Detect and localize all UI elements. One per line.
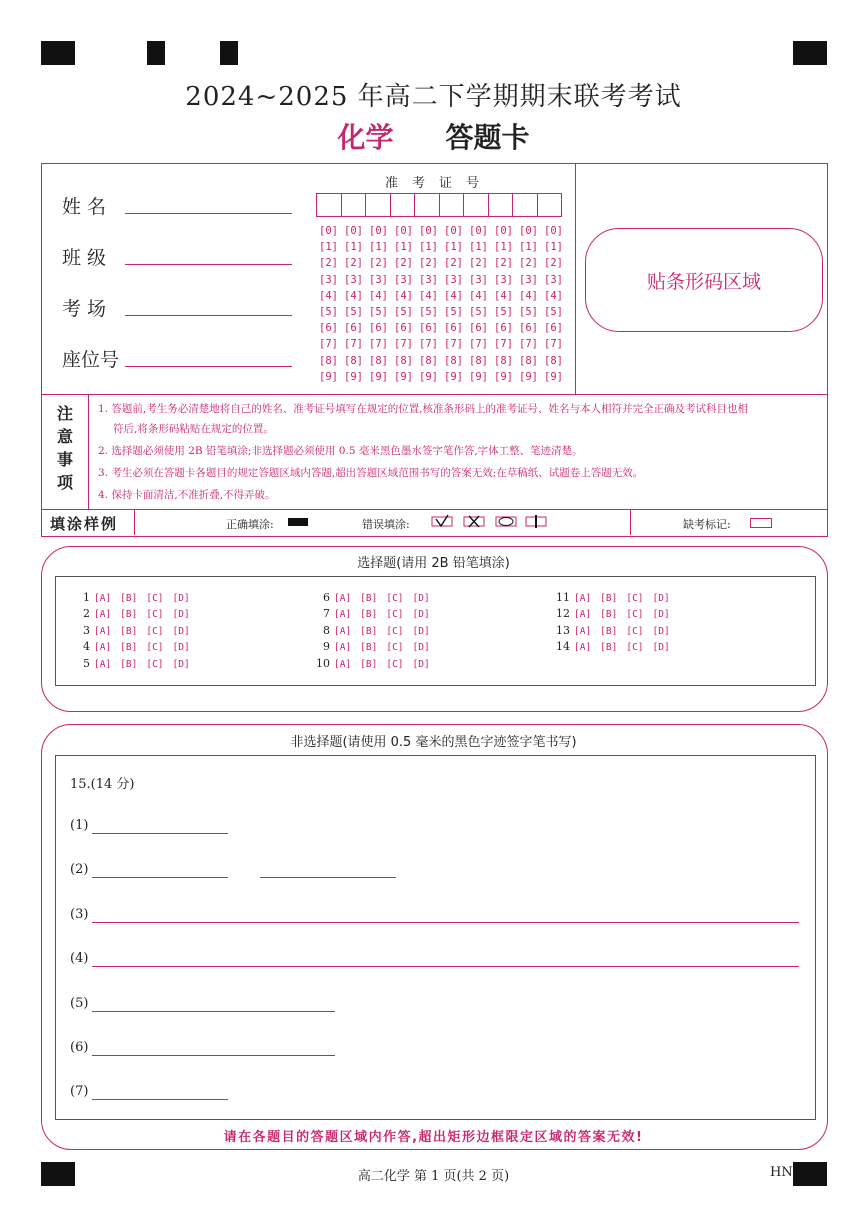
- digit-bubble[interactable]: [6]: [519, 322, 538, 335]
- answer-bubble[interactable]: [A]: [574, 625, 592, 637]
- choice-question-12: [552, 607, 679, 620]
- answer-bubble[interactable]: [D]: [652, 625, 670, 637]
- notice-heading-char: 意: [56, 427, 73, 446]
- answer-bubble[interactable]: [C]: [146, 593, 164, 604]
- fill-divider-2: [630, 509, 631, 535]
- absent-mark-box[interactable]: [750, 518, 772, 528]
- digit-bubble[interactable]: [0]: [319, 225, 338, 237]
- answer-bubble[interactable]: [D]: [412, 658, 430, 670]
- digit-bubble[interactable]: [6]: [544, 322, 563, 335]
- registration-mark-top-right: [793, 41, 827, 65]
- digit-bubble[interactable]: [4]: [319, 289, 338, 302]
- question-number: 14: [556, 640, 570, 654]
- answer-bubble[interactable]: [C]: [146, 609, 164, 621]
- digit-bubble[interactable]: [1]: [419, 241, 438, 254]
- answer-bubble[interactable]: [A]: [574, 609, 592, 621]
- digit-bubble[interactable]: [6]: [444, 322, 463, 335]
- question-number: 8: [323, 623, 330, 637]
- digit-bubble[interactable]: [8]: [494, 354, 513, 367]
- digit-bubble[interactable]: [6]: [419, 322, 438, 335]
- answer-bubble[interactable]: [A]: [94, 658, 112, 670]
- choice-question-2: [72, 607, 199, 620]
- barcode-area: [585, 228, 823, 332]
- digit-bubble[interactable]: [9]: [394, 370, 413, 383]
- digit-bubble[interactable]: [7]: [419, 338, 438, 351]
- name-label: 姓 名: [62, 196, 107, 218]
- digit-bubble[interactable]: [9]: [319, 370, 338, 383]
- digit-bubble[interactable]: [2]: [419, 257, 438, 270]
- answer-bubble[interactable]: [A]: [94, 609, 112, 621]
- digit-bubble[interactable]: [7]: [369, 338, 388, 351]
- answer-bubble[interactable]: [C]: [146, 642, 164, 654]
- digit-bubble[interactable]: [6]: [369, 322, 388, 335]
- answer-bubble[interactable]: [A]: [334, 609, 352, 621]
- registration-mark-top-2: [147, 41, 165, 65]
- question-number: 4: [83, 640, 90, 654]
- digit-bubble[interactable]: [2]: [394, 257, 413, 270]
- digit-bubble[interactable]: [8]: [519, 354, 538, 367]
- answer-bubble[interactable]: [C]: [386, 658, 404, 670]
- notice-item-1-cont: 符后,将条形码粘贴在规定的位置。: [113, 423, 274, 435]
- digit-bubble[interactable]: [2]: [344, 257, 363, 270]
- digit-bubble[interactable]: [4]: [394, 289, 413, 302]
- digit-bubble[interactable]: [2]: [319, 257, 338, 270]
- digit-bubble[interactable]: [5]: [344, 306, 363, 319]
- digit-bubble[interactable]: [2]: [494, 257, 513, 270]
- digit-bubble[interactable]: [0]: [494, 225, 513, 237]
- digit-bubble[interactable]: [2]: [469, 257, 488, 270]
- digit-row-9: [319, 369, 563, 385]
- question-number: 1: [83, 591, 90, 604]
- answer-bubble[interactable]: [B]: [360, 593, 378, 604]
- digit-bubble[interactable]: [5]: [469, 306, 488, 319]
- page-footer: 高二化学 第 1 页(共 2 页): [357, 1169, 510, 1184]
- name-input-line[interactable]: [125, 213, 292, 214]
- digit-bubble[interactable]: [4]: [469, 289, 488, 302]
- part-1-answer-line[interactable]: [92, 833, 228, 834]
- part-4-label: (4): [70, 951, 89, 966]
- notice-divider-v: [88, 394, 89, 509]
- part-7-answer-line[interactable]: [92, 1099, 228, 1100]
- digit-bubble[interactable]: [4]: [544, 289, 563, 302]
- answer-bubble[interactable]: [D]: [412, 642, 430, 654]
- digit-bubble[interactable]: [7]: [494, 338, 513, 351]
- digit-bubble[interactable]: [0]: [369, 225, 388, 237]
- digit-bubble[interactable]: [6]: [344, 322, 363, 335]
- choice-question-9: [312, 640, 439, 653]
- fill-example-label: 填涂样例: [50, 515, 119, 533]
- fill-divider-1: [134, 509, 135, 535]
- choice-question-10: [312, 657, 439, 670]
- info-divider-v1: [575, 163, 576, 394]
- exam-id-label: 准考证号: [384, 176, 493, 191]
- nonchoice-answer-box: [55, 755, 816, 1120]
- digit-bubble[interactable]: [1]: [394, 241, 413, 254]
- notice-heading: [52, 402, 78, 494]
- part-2-label: (2): [70, 862, 89, 877]
- digit-bubble[interactable]: [1]: [519, 241, 538, 254]
- digit-bubble[interactable]: [0]: [344, 225, 363, 237]
- digit-bubble[interactable]: [9]: [444, 370, 463, 383]
- region-code: HN: [770, 1165, 793, 1180]
- answer-bubble[interactable]: [A]: [574, 642, 592, 654]
- wrong-fill-label: 错误填涂:: [362, 518, 410, 531]
- digit-bubble[interactable]: [0]: [519, 225, 538, 237]
- digit-bubble[interactable]: [3]: [494, 273, 513, 286]
- answer-bubble[interactable]: [C]: [626, 642, 644, 654]
- notice-item-3: 3. 考生必须在答题卡各题目的规定答题区域内答题,超出答题区域范围书写的答案无效;在草稿纸、试题卷上答题无效。: [98, 467, 644, 479]
- question-number: 12: [556, 607, 570, 621]
- room-field: [62, 294, 124, 321]
- digit-bubble[interactable]: [5]: [519, 306, 538, 319]
- notice-heading-char: 注: [56, 404, 73, 423]
- digit-row-5: [319, 304, 563, 320]
- digit-bubble[interactable]: [7]: [344, 338, 363, 351]
- wrong-sample-cross: [469, 516, 479, 527]
- digit-bubble[interactable]: [5]: [419, 306, 438, 319]
- seat-field: [62, 345, 124, 372]
- question-number: 10: [316, 656, 330, 670]
- exam-id-bubble-grid[interactable]: [319, 223, 563, 385]
- part-3-answer-line[interactable]: [92, 922, 799, 923]
- answer-bubble[interactable]: [B]: [600, 642, 618, 654]
- exam-id-cells[interactable]: [316, 193, 562, 217]
- digit-bubble[interactable]: [2]: [444, 257, 463, 270]
- digit-row-6: [319, 320, 563, 336]
- answer-bubble[interactable]: [A]: [94, 593, 112, 604]
- exam-title: 2024~2025 年高二下学期期末联考考试: [185, 82, 682, 112]
- digit-bubble[interactable]: [3]: [469, 273, 488, 286]
- choice-question-11: [552, 591, 679, 604]
- digit-bubble[interactable]: [0]: [444, 225, 463, 237]
- digit-bubble[interactable]: [2]: [544, 257, 563, 270]
- digit-bubble[interactable]: [5]: [319, 306, 338, 319]
- barcode-label: 贴条形码区域: [646, 270, 761, 293]
- digit-bubble[interactable]: [3]: [394, 273, 413, 286]
- digit-bubble[interactable]: [7]: [469, 338, 488, 351]
- answer-bubble[interactable]: [B]: [360, 658, 378, 670]
- digit-bubble[interactable]: [7]: [394, 338, 413, 351]
- notice-item-1: 1. 答题前,考生务必清楚地将自己的姓名、准考证号填写在规定的位置,核准条形码上的准考证号、姓名与本人相符并完全正确及考试科目也相: [98, 403, 749, 415]
- answer-bubble[interactable]: [B]: [120, 625, 138, 637]
- digit-row-2: [319, 255, 563, 271]
- answer-bubble[interactable]: [A]: [94, 642, 112, 654]
- digit-bubble[interactable]: [7]: [544, 338, 563, 351]
- digit-bubble[interactable]: [9]: [344, 370, 363, 383]
- absent-mark-label: 缺考标记:: [683, 518, 731, 531]
- digit-bubble[interactable]: [8]: [344, 354, 363, 367]
- digit-bubble[interactable]: [3]: [544, 273, 563, 286]
- answer-bubble[interactable]: [A]: [94, 625, 112, 637]
- digit-bubble[interactable]: [8]: [469, 354, 488, 367]
- question-number: 11: [556, 591, 570, 604]
- answer-bubble[interactable]: [D]: [172, 642, 190, 654]
- digit-row-4: [319, 288, 563, 304]
- class-input-line[interactable]: [125, 264, 292, 265]
- answer-bubble[interactable]: [A]: [574, 593, 592, 604]
- part-2-answer-line-a[interactable]: [92, 877, 228, 878]
- digit-bubble[interactable]: [4]: [419, 289, 438, 302]
- digit-bubble[interactable]: [9]: [369, 370, 388, 383]
- digit-bubble[interactable]: [0]: [394, 225, 413, 237]
- choice-section-title: 选择题(请用 2B 铅笔填涂): [357, 556, 510, 571]
- digit-bubble[interactable]: [7]: [444, 338, 463, 351]
- answer-bubble[interactable]: [B]: [600, 625, 618, 637]
- digit-row-1: [319, 239, 563, 255]
- digit-bubble[interactable]: [2]: [369, 257, 388, 270]
- digit-row-7: [319, 336, 563, 352]
- answer-bubble[interactable]: [C]: [386, 642, 404, 654]
- name-field: [62, 192, 124, 219]
- digit-bubble[interactable]: [3]: [444, 273, 463, 286]
- choice-question-7: [312, 607, 439, 620]
- digit-bubble[interactable]: [1]: [444, 241, 463, 254]
- digit-bubble[interactable]: [1]: [544, 241, 563, 254]
- wrong-sample-circle: [499, 518, 513, 526]
- part-6-label: (6): [70, 1040, 89, 1055]
- digit-bubble[interactable]: [3]: [419, 273, 438, 286]
- digit-bubble[interactable]: [5]: [369, 306, 388, 319]
- digit-bubble[interactable]: [9]: [469, 370, 488, 383]
- answer-bubble[interactable]: [B]: [360, 642, 378, 654]
- answer-area-warning: 请在各题目的答题区域内作答,超出矩形边框限定区域的答案无效!: [223, 1130, 644, 1145]
- choice-question-3: [72, 624, 199, 637]
- subject-name: 化学: [337, 121, 394, 154]
- answer-bubble[interactable]: [C]: [146, 625, 164, 637]
- card-title: 答题卡: [445, 121, 530, 154]
- answer-bubble[interactable]: [D]: [412, 625, 430, 637]
- digit-bubble[interactable]: [0]: [544, 225, 563, 237]
- part-4-answer-line[interactable]: [92, 966, 799, 967]
- answer-bubble[interactable]: [D]: [172, 609, 190, 621]
- answer-bubble[interactable]: [D]: [652, 609, 670, 621]
- info-divider-h2: [41, 509, 827, 510]
- notice-heading-char: 事: [56, 450, 73, 469]
- part-5-answer-line[interactable]: [92, 1011, 335, 1012]
- answer-bubble[interactable]: [A]: [334, 625, 352, 637]
- question-number: 6: [323, 591, 330, 604]
- digit-bubble[interactable]: [4]: [444, 289, 463, 302]
- digit-bubble[interactable]: [4]: [369, 289, 388, 302]
- answer-bubble[interactable]: [D]: [412, 593, 430, 604]
- digit-bubble[interactable]: [9]: [494, 370, 513, 383]
- question-number: 9: [323, 640, 330, 654]
- answer-bubble[interactable]: [C]: [626, 593, 644, 604]
- answer-bubble[interactable]: [D]: [172, 658, 190, 670]
- answer-bubble[interactable]: [B]: [120, 609, 138, 621]
- digit-bubble[interactable]: [4]: [519, 289, 538, 302]
- part-6-answer-line[interactable]: [92, 1055, 335, 1056]
- question-number: 3: [83, 623, 90, 637]
- answer-bubble[interactable]: [D]: [412, 609, 430, 621]
- question-15-label: 15.(14 分): [70, 777, 135, 792]
- registration-mark-top-left: [41, 41, 75, 65]
- answer-bubble[interactable]: [B]: [600, 609, 618, 621]
- class-label: 班 级: [62, 247, 107, 269]
- digit-bubble[interactable]: [9]: [419, 370, 438, 383]
- notice-heading-char: 项: [56, 473, 73, 492]
- info-divider-h1: [41, 394, 827, 395]
- digit-bubble[interactable]: [3]: [344, 273, 363, 286]
- digit-bubble[interactable]: [6]: [394, 322, 413, 335]
- digit-row-3: [319, 272, 563, 288]
- answer-bubble[interactable]: [B]: [360, 625, 378, 637]
- answer-bubble[interactable]: [C]: [146, 658, 164, 670]
- digit-row-8: [319, 353, 563, 369]
- digit-bubble[interactable]: [7]: [519, 338, 538, 351]
- digit-bubble[interactable]: [5]: [544, 306, 563, 319]
- digit-bubble[interactable]: [3]: [319, 273, 338, 286]
- digit-bubble[interactable]: [0]: [419, 225, 438, 237]
- question-number: 7: [323, 607, 330, 621]
- digit-bubble[interactable]: [5]: [394, 306, 413, 319]
- question-number: 2: [83, 607, 90, 621]
- question-number: 5: [83, 656, 90, 670]
- digit-bubble[interactable]: [8]: [544, 354, 563, 367]
- digit-bubble[interactable]: [1]: [469, 241, 488, 254]
- digit-bubble[interactable]: [1]: [344, 241, 363, 254]
- answer-bubble[interactable]: [A]: [334, 642, 352, 654]
- digit-bubble[interactable]: [6]: [469, 322, 488, 335]
- part-7-label: (7): [70, 1084, 89, 1099]
- digit-bubble[interactable]: [0]: [469, 225, 488, 237]
- answer-bubble[interactable]: [C]: [386, 593, 404, 604]
- class-field: [62, 243, 124, 270]
- digit-bubble[interactable]: [8]: [394, 354, 413, 367]
- room-label: 考 场: [62, 298, 107, 320]
- part-3-label: (3): [70, 907, 89, 922]
- digit-bubble[interactable]: [4]: [344, 289, 363, 302]
- digit-bubble[interactable]: [3]: [519, 273, 538, 286]
- card-heading: [0, 116, 867, 156]
- digit-bubble[interactable]: [8]: [369, 354, 388, 367]
- digit-bubble[interactable]: [1]: [494, 241, 513, 254]
- answer-bubble[interactable]: [B]: [120, 642, 138, 654]
- part-5-label: (5): [70, 996, 89, 1011]
- choice-question-5: [72, 657, 199, 670]
- choice-question-4: [72, 640, 199, 653]
- digit-bubble[interactable]: [4]: [494, 289, 513, 302]
- part-1-label: (1): [70, 818, 89, 833]
- seat-label: 座位号: [62, 349, 120, 371]
- choice-question-1: [72, 591, 199, 604]
- digit-bubble[interactable]: [1]: [369, 241, 388, 254]
- answer-bubble[interactable]: [A]: [334, 593, 352, 604]
- answer-bubble[interactable]: [B]: [120, 658, 138, 670]
- digit-bubble[interactable]: [9]: [519, 370, 538, 383]
- digit-bubble[interactable]: [1]: [319, 241, 338, 254]
- answer-bubble[interactable]: [B]: [600, 593, 618, 604]
- answer-bubble[interactable]: [C]: [626, 625, 644, 637]
- correct-fill-sample: [288, 518, 308, 526]
- digit-row-0: [319, 223, 563, 239]
- digit-bubble[interactable]: [8]: [444, 354, 463, 367]
- digit-bubble[interactable]: [5]: [444, 306, 463, 319]
- notice-item-4: 4. 保持卡面清洁,不准折叠,不得弄破。: [98, 489, 276, 501]
- digit-bubble[interactable]: [6]: [319, 322, 338, 335]
- registration-mark-top-3: [220, 41, 238, 65]
- room-input-line[interactable]: [125, 315, 292, 316]
- choice-question-13: [552, 624, 679, 637]
- digit-bubble[interactable]: [2]: [519, 257, 538, 270]
- choice-question-8: [312, 624, 439, 637]
- digit-bubble[interactable]: [8]: [319, 354, 338, 367]
- digit-bubble[interactable]: [3]: [369, 273, 388, 286]
- notice-item-2: 2. 选择题必须使用 2B 铅笔填涂;非选择题必须使用 0.5 毫米黑色墨水签字笔作答,字体工整、笔迹清楚。: [98, 445, 583, 457]
- answer-bubble[interactable]: [B]: [120, 593, 138, 604]
- question-number: 13: [556, 623, 570, 637]
- answer-bubble[interactable]: [D]: [652, 642, 670, 654]
- answer-bubble[interactable]: [C]: [386, 609, 404, 621]
- correct-fill-label: 正确填涂:: [226, 518, 274, 531]
- answer-bubble[interactable]: [A]: [334, 658, 352, 670]
- wrong-fill-samples: [430, 514, 550, 530]
- answer-bubble[interactable]: [B]: [360, 609, 378, 621]
- answer-bubble[interactable]: [D]: [172, 593, 190, 604]
- answer-bubble[interactable]: [C]: [386, 625, 404, 637]
- digit-bubble[interactable]: [8]: [419, 354, 438, 367]
- answer-bubble[interactable]: [D]: [172, 625, 190, 637]
- seat-input-line[interactable]: [125, 366, 292, 367]
- choice-question-6: [312, 591, 439, 604]
- digit-bubble[interactable]: [7]: [319, 338, 338, 351]
- answer-bubble[interactable]: [D]: [652, 593, 670, 604]
- digit-bubble[interactable]: [6]: [494, 322, 513, 335]
- part-2-answer-line-b[interactable]: [260, 877, 396, 878]
- choice-question-14: [552, 640, 679, 653]
- digit-bubble[interactable]: [9]: [544, 370, 563, 383]
- nonchoice-section-title: 非选择题(请使用 0.5 毫米的黑色字迹签字笔书写): [290, 735, 577, 750]
- digit-bubble[interactable]: [5]: [494, 306, 513, 319]
- answer-bubble[interactable]: [C]: [626, 609, 644, 621]
